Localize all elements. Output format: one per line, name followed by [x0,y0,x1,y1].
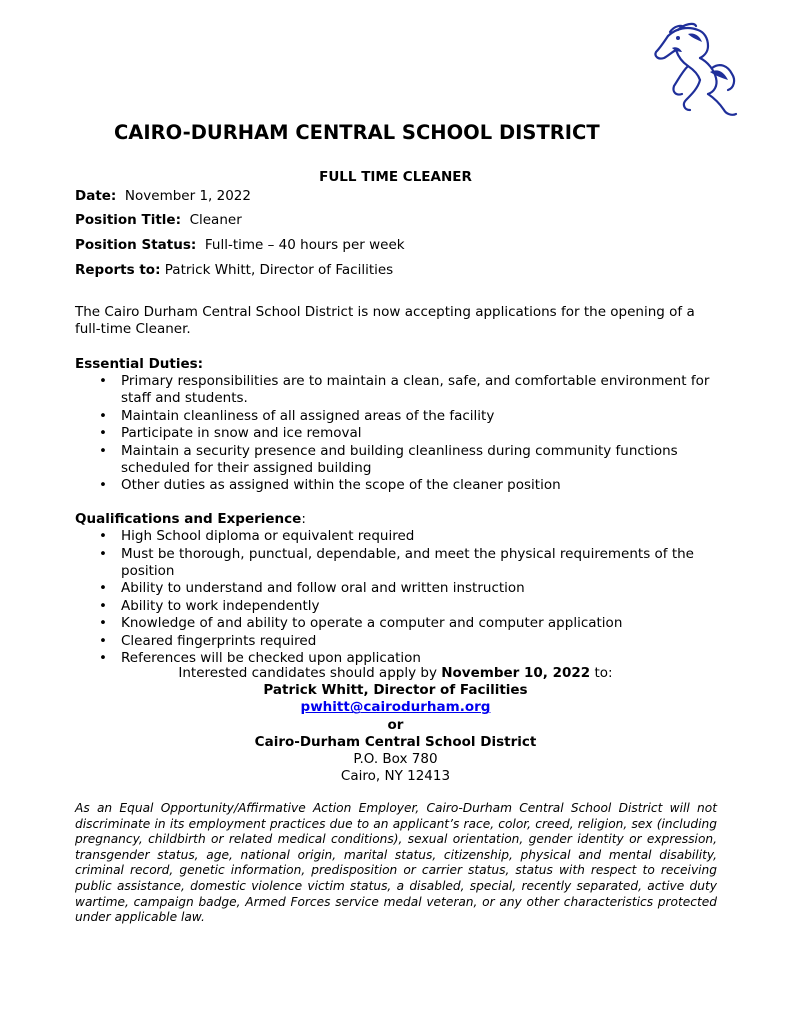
or-separator: or [387,716,404,733]
org-name: Cairo-Durham Central School District [254,733,537,750]
contact-name: Patrick Whitt, Director of Facilities [263,682,528,699]
reports-to-value: Patrick Whitt, Director of Facilities [164,262,394,278]
list-item: • Primary responsibilities are to maintain a clean, safe, and comfortable environment for staff and students. [99,373,710,406]
list-item: • Cleared fingerprints required [99,632,317,649]
intro-paragraph: The Cairo Durham Central School District is now accepting applications for the opening of a full-time Cleaner. [75,304,695,337]
eeo-statement: As an Equal Opportunity/Affirmative Action Employer, Cairo-Durham Central School District will not discriminate in its employment practices due to an applicant’s race, color, creed, religion, sex (including pregnancy, childbirth or related medical conditions), sexual orientation, gender identity or expression, transgender status, age, national origin, marital status, citizenship, physical and mental disability, criminal record, genetic information, predisposition or carrier status, status with respect to receiving public assistance, domestic violence victim status, a disabled, special, recently separated, active duty wartime, campaign badge, Armed Forces service medal veteran, or any other characteristics protected under applicable law. [75,801,717,925]
date-label: Date: [75,188,117,204]
list-item: • Maintain a security presence and building cleanliness during community functions scheduled for their assigned building [99,442,678,476]
qualifications-list [75,528,715,668]
position-status-line [75,237,405,253]
list-item: • Other duties as assigned within the scope of the cleaner position [99,477,561,493]
list-item: • High School diploma or equivalent required [99,528,415,544]
reports-to-label: Reports to: [75,262,161,278]
position-title-value: Cleaner [189,212,242,228]
position-title-label: Position Title: [75,212,181,228]
deadline: November 10, 2022 [441,665,591,681]
list-item: • Maintain cleanliness of all assigned areas of the facility [99,407,495,424]
contact-block [0,665,791,785]
duties-heading: Essential Duties: [75,356,204,372]
reports-to-line [75,262,393,278]
email-link[interactable]: pwhitt@cairodurham.org [300,699,491,716]
city-line: Cairo, NY 12413 [340,768,451,785]
list-item: • Must be thorough, punctual, dependable, and meet the physical requirements of the position [99,545,694,579]
list-item: • Participate in snow and ice removal [99,425,362,441]
apply-line: Interested candidates should apply by November 10, 2022 to: [178,665,613,681]
po-box: P.O. Box 780 [353,751,438,768]
position-status-value: Full-time – 40 hours per week [204,237,405,253]
duties-list [75,373,715,495]
qualifications-heading: Qualifications and Experience: [75,511,306,527]
list-item: • Ability to work independently [99,597,320,614]
date-value: November 1, 2022 [124,188,251,204]
mustang-logo-icon [648,22,740,122]
position-title-line [75,212,242,228]
list-item: • Ability to understand and follow oral and written instruction [99,580,525,596]
job-title: FULL TIME CLEANER [319,169,472,185]
position-status-label: Position Status: [75,237,197,253]
date-line [75,188,251,204]
list-item: • References will be checked upon application [99,650,421,666]
district-name: CAIRO-DURHAM CENTRAL SCHOOL DISTRICT [114,121,600,144]
list-item: • Knowledge of and ability to operate a computer and computer application [99,615,623,631]
